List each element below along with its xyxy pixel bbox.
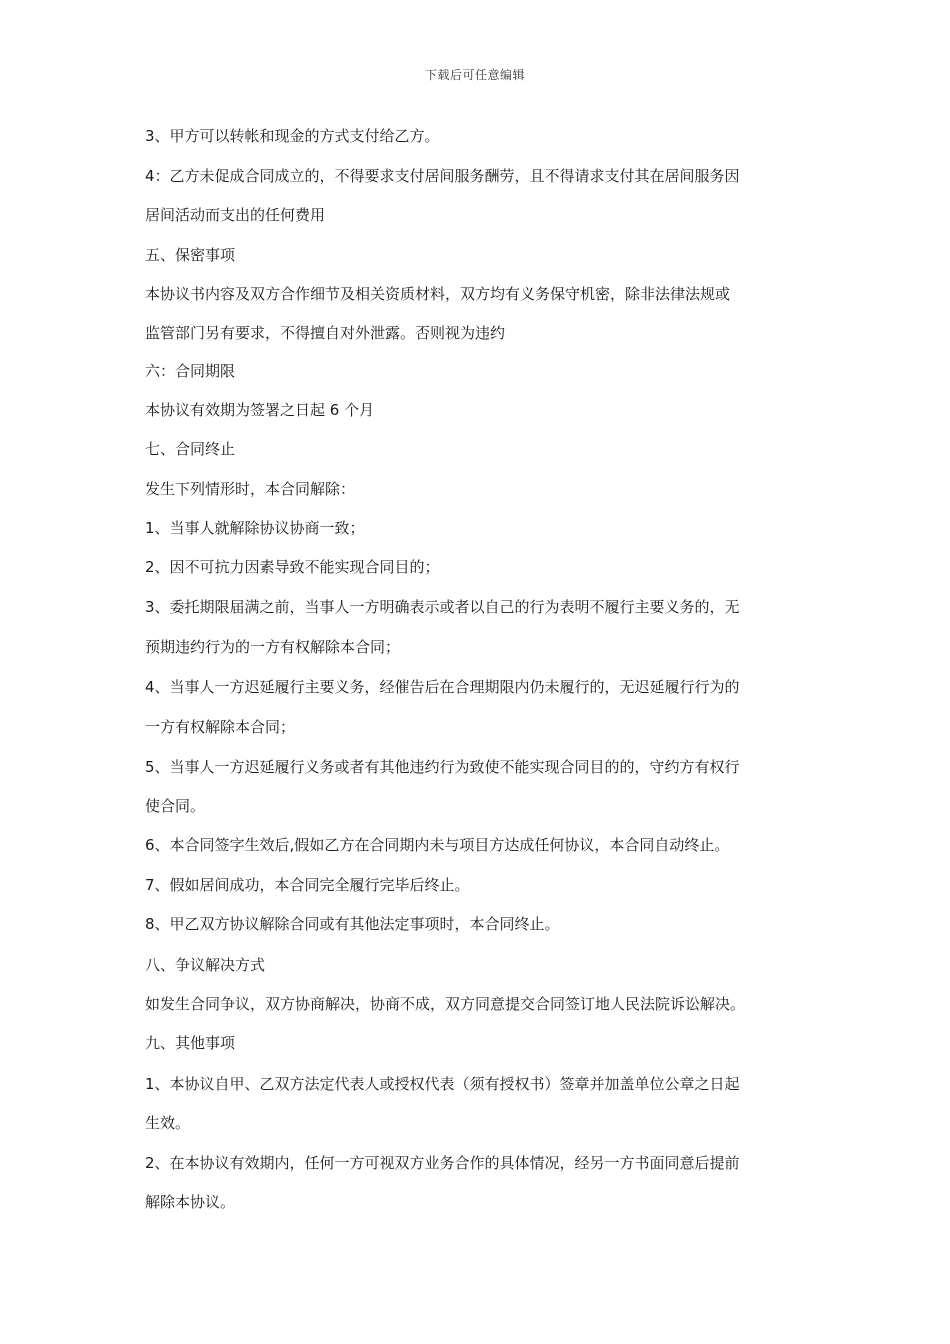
list-item: 2、在本协议有效期内，任何一方可视双方业务合作的具体情况，经另一方书面同意后提前 — [145, 1154, 740, 1172]
section-heading: 七、合同终止 — [145, 440, 236, 458]
list-item: 2、因不可抗力因素导致不能实现合同目的； — [145, 558, 440, 576]
list-item: 7、假如居间成功，本合同完全履行完毕后终止。 — [145, 876, 470, 894]
list-item: 1、当事人就解除协议协商一致； — [145, 519, 365, 537]
list-item: 4、当事人一方迟延履行主要义务，经催告后在合理期限内仍未履行的，无迟延履行行为的 — [145, 678, 740, 696]
text-line: 预期违约行为的一方有权解除本合同； — [145, 638, 401, 656]
list-item: 1、本协议自甲、乙双方法定代表人或授权代表（须有授权书）签章并加盖单位公章之日起 — [145, 1075, 740, 1093]
text-line: 本协议书内容及双方合作细节及相关资质材料，双方均有义务保守机密，除非法律法规或 — [145, 285, 731, 303]
page-header: 下载后可任意编辑 — [424, 68, 525, 82]
text-line: 4：乙方未促成合同成立的，不得要求支付居间服务酬劳，且不得请求支付其在居间服务因 — [145, 167, 740, 185]
section-heading: 八、争议解决方式 — [145, 956, 266, 974]
list-item: 8、甲乙双方协议解除合同或有其他法定事项时，本合同终止。 — [145, 915, 560, 933]
text-line: 使合同。 — [145, 797, 206, 815]
text-line: 生效。 — [145, 1114, 191, 1132]
text-line: 发生下列情形时，本合同解除： — [145, 480, 356, 498]
text-line: 监管部门另有要求，不得擅自对外泄露。否则视为违约 — [145, 324, 506, 342]
section-heading: 五、保密事项 — [145, 246, 236, 264]
text-line: 3、甲方可以转帐和现金的方式支付给乙方。 — [145, 127, 440, 145]
text-line: 解除本协议。 — [145, 1193, 236, 1211]
text-line: 如发生合同争议，双方协商解决，协商不成，双方同意提交合同签订地人民法院诉讼解决。 — [145, 995, 746, 1013]
text-line: 一方有权解除本合同； — [145, 718, 296, 736]
text-line: 居间活动而支出的任何费用 — [145, 206, 326, 224]
list-item: 6、本合同签字生效后,假如乙方在合同期内未与项目方达成任何协议，本合同自动终止。 — [145, 836, 730, 854]
section-heading: 九、其他事项 — [145, 1034, 236, 1052]
section-heading: 六：合同期限 — [145, 362, 236, 380]
text-line: 本协议有效期为签署之日起 6 个月 — [145, 401, 375, 419]
list-item: 3、委托期限届满之前，当事人一方明确表示或者以自己的行为表明不履行主要义务的，无 — [145, 598, 740, 616]
list-item: 5、当事人一方迟延履行义务或者有其他违约行为致使不能实现合同目的的，守约方有权行 — [145, 758, 740, 776]
